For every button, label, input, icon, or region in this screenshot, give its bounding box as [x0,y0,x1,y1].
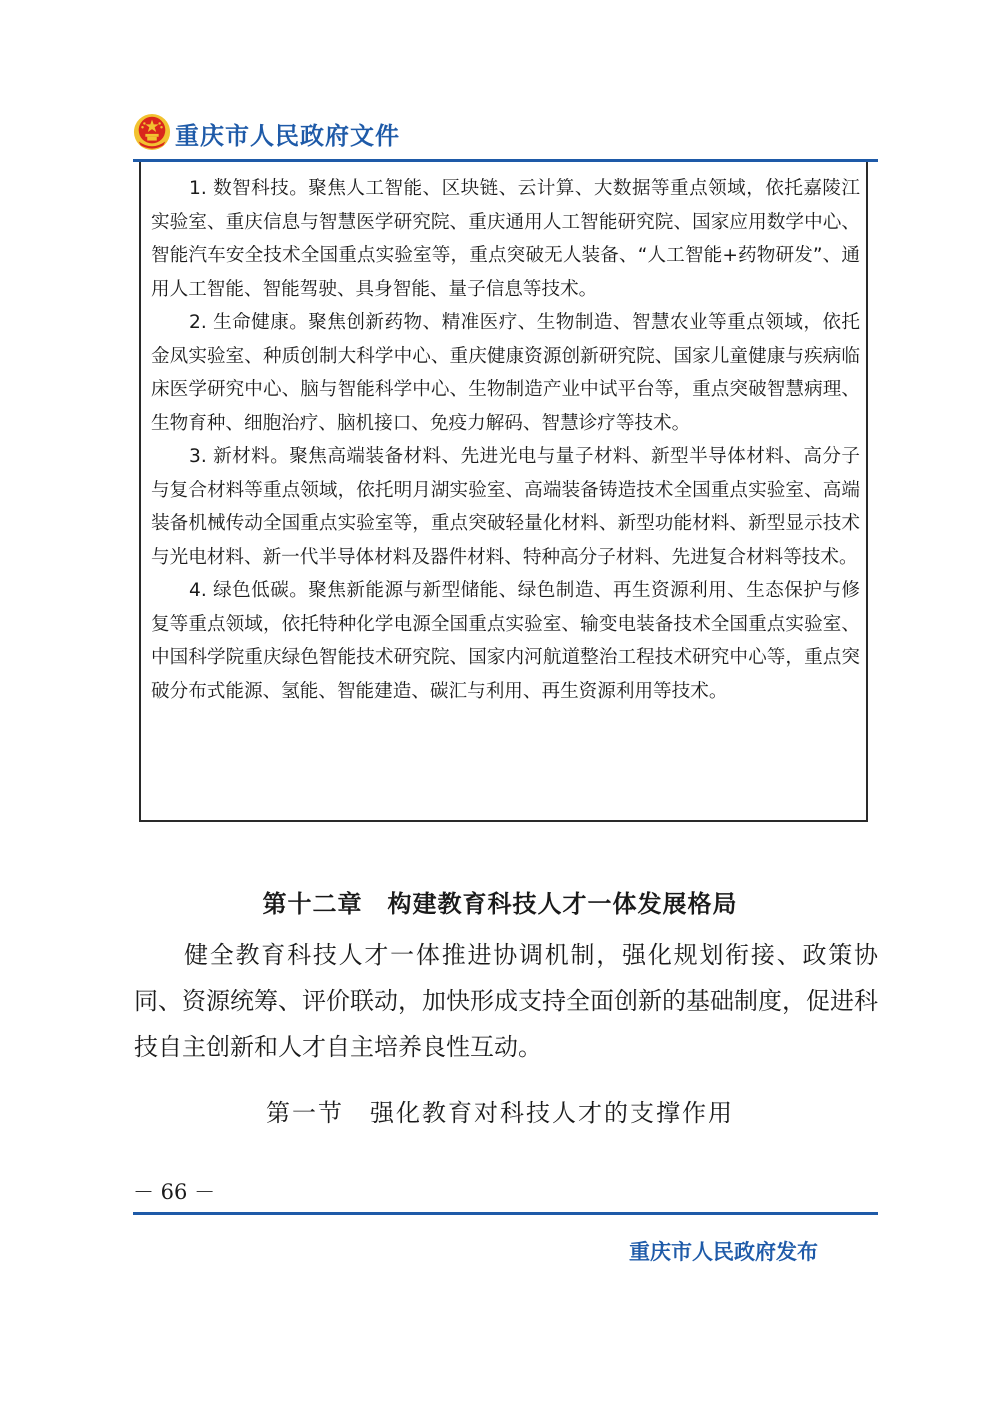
box-paragraph: 4. 绿色低碳。聚焦新能源与新型储能、绿色制造、再生资源利用、生态保护与修复等重点领域，依托特种化学电源全国重点实验室、输变电装备技术全国重点实验室、中国科学院重庆绿色智能技术研究院、国家内河航道整治工程技术研究中心等，重点突破分布式能源、氢能、智能建造、碳汇与利用、再生资源利用等技术。 [151,580,860,702]
footer-publisher: 重庆市人民政府发布 [629,1240,818,1264]
section-title: 第一节 强化教育对科技人才的支撑作用 [266,1099,734,1127]
box-paragraph: 2. 生命健康。聚焦创新药物、精准医疗、生物制造、智慧农业等重点领域，依托金凤实验室、种质创制大科学中心、重庆健康资源创新研究院、国家儿童健康与疾病临床医学研究中心、脑与智能科学中心、生物制造产业中试平台等，重点突破智慧病理、生物育种、细胞治疗、脑机接口、免疫力解码、智慧诊疗等技术。 [151,312,860,434]
box-paragraph: 3. 新材料。聚焦高端装备材料、先进光电与量子材料、新型半导体材料、高分子与复合材料等重点领域，依托明月湖实验室、高端装备铸造技术全国重点实验室、高端装备机械传动全国重点实验室等，重点突破轻量化材料、新型功能材料、新型显示技术与光电材料、新一代半导体材料及器件材料、特种高分子材料、先进复合材料等技术。 [151,446,860,568]
box-paragraph: 1. 数智科技。聚焦人工智能、区块链、云计算、大数据等重点领域，依托嘉陵江实验室、重庆信息与智慧医学研究院、重庆通用人工智能研究院、国家应用数学中心、智能汽车安全技术全国重点实验室等，重点突破无人装备、“人工智能+药物研发”、通用人工智能、智能驾驶、具身智能、量子信息等技术。 [151,178,860,300]
header-title: 重庆市人民政府文件 [175,122,400,150]
document-header [133,110,878,162]
footer-divider [133,1212,878,1215]
chapter-title: 第十二章 构建教育科技人才一体发展格局 [262,890,738,918]
chapter-body-paragraph: 健全教育科技人才一体推进协调机制，强化规划衔接、政策协同、资源统筹、评价联动，加快形成支持全面创新的基础制度，促进科技自主创新和人才自主培养良性互动。 [134,941,878,1061]
framed-text-box [139,162,868,822]
page-number: － 66 － [133,1180,216,1204]
national-emblem-icon [133,113,171,151]
